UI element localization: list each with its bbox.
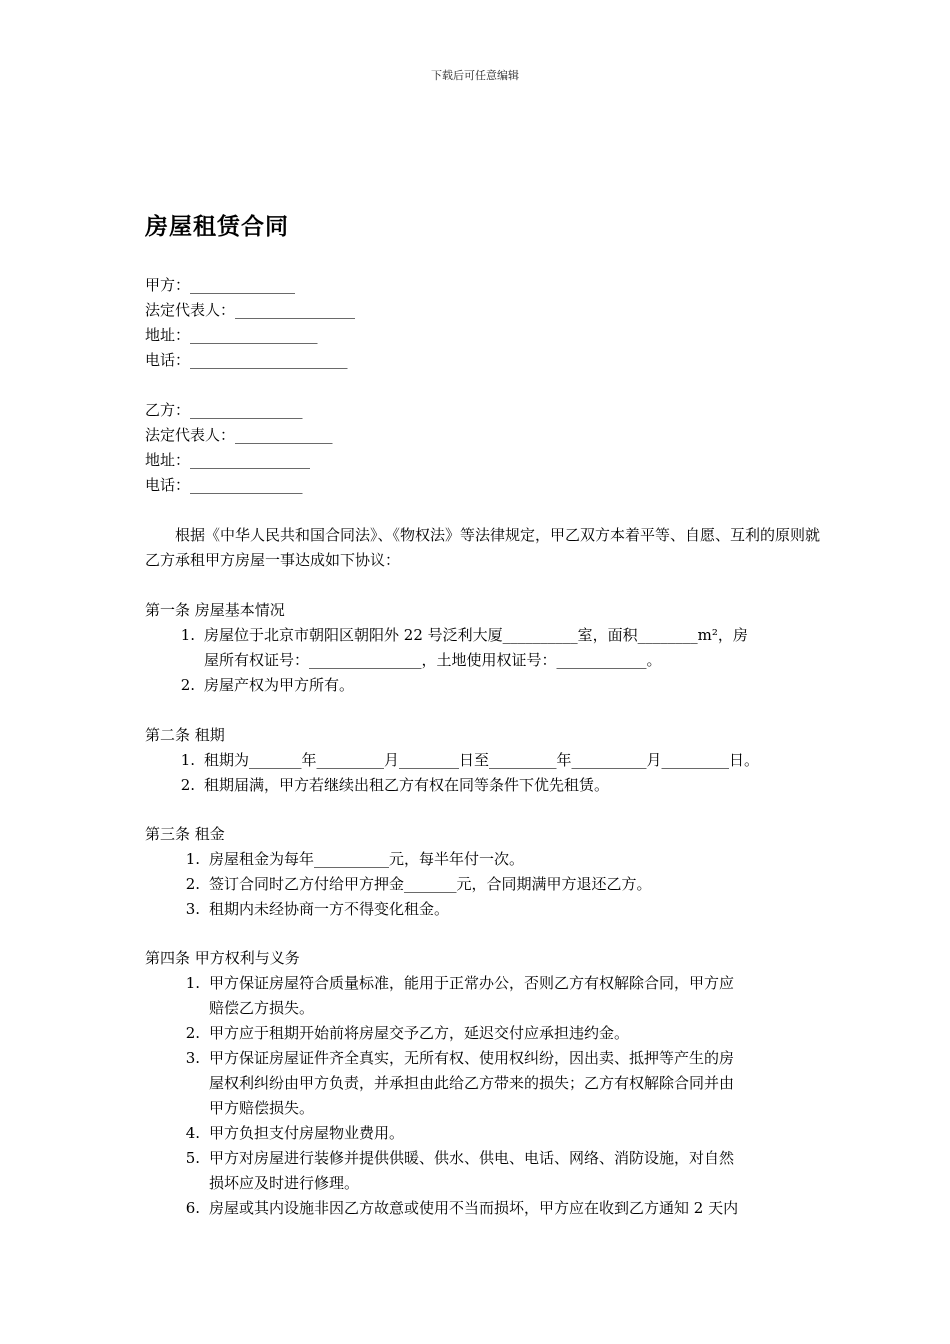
party-b-address: 地址：________________: [145, 451, 311, 469]
party-a-address: 地址：_________________: [145, 326, 318, 344]
item-text: 房屋或其内设施非因乙方故意或使用不当而损坏，甲方应在收到乙方通知 2 天内: [209, 1199, 739, 1217]
item-number: 1.: [180, 751, 195, 769]
item-number: 3.: [185, 1049, 200, 1067]
item-number: 1.: [180, 626, 195, 644]
item-text: 甲方负担支付房屋物业费用。: [209, 1124, 405, 1142]
item-text: 房屋位于北京市朝阳区朝阳外 22 号泛利大厦__________室，面积________m²，房: [204, 626, 748, 644]
item-text: 甲方保证房屋符合质量标准，能用于正常办公，否则乙方有权解除合同，甲方应: [209, 974, 735, 992]
item-text: 房屋产权为甲方所有。: [204, 676, 355, 694]
item-number: 2.: [185, 875, 200, 893]
section-heading: 第二条 租期: [145, 726, 225, 744]
item-text: 签订合同时乙方付给甲方押金_______元，合同期满甲方退还乙方。: [209, 875, 652, 893]
item-number: 6.: [185, 1199, 200, 1217]
item-text: 屋所有权证号：_______________，土地使用权证号：____________。: [204, 651, 662, 669]
item-text: 赔偿乙方损失。: [209, 999, 315, 1017]
item-number: 2.: [180, 676, 195, 694]
item-number: 1.: [185, 974, 200, 992]
item-text: 甲方对房屋进行装修并提供供暖、供水、供电、电话、网络、消防设施，对自然: [209, 1149, 735, 1167]
party-b-phone: 电话：_______________: [145, 476, 303, 494]
item-number: 2.: [180, 776, 195, 794]
item-text: 租期届满，甲方若继续出租乙方有权在同等条件下优先租赁。: [204, 776, 610, 794]
party-b-representative: 法定代表人：_____________: [145, 426, 333, 444]
item-number: 5.: [185, 1149, 200, 1167]
item-text: 损坏应及时进行修理。: [209, 1174, 360, 1192]
item-text: 租期内未经协商一方不得变化租金。: [209, 900, 450, 918]
item-text: 甲方保证房屋证件齐全真实，无所有权、使用权纠纷，因出卖、抵押等产生的房: [209, 1049, 735, 1067]
item-text: 甲方应于租期开始前将房屋交予乙方，延迟交付应承担违约金。: [209, 1024, 630, 1042]
party-a-phone: 电话：_____________________: [145, 351, 348, 369]
item-text: 房屋租金为每年__________元，每半年付一次。: [209, 850, 525, 868]
document-title: 房屋租赁合同: [145, 214, 289, 240]
header-note: 下载后可任意编辑: [431, 69, 519, 82]
party-a-name: 甲方：______________: [145, 276, 296, 294]
item-text: 甲方赔偿损失。: [209, 1099, 315, 1117]
party-b-name: 乙方：_______________: [145, 401, 303, 419]
item-text: 屋权利纠纷由甲方负责，并承担由此给乙方带来的损失；乙方有权解除合同并由: [209, 1074, 735, 1092]
item-number: 3.: [185, 900, 200, 918]
item-number: 4.: [185, 1124, 200, 1142]
section-heading: 第三条 租金: [145, 825, 225, 843]
item-number: 2.: [185, 1024, 200, 1042]
item-number: 1.: [185, 850, 200, 868]
item-text: 租期为_______年_________月________日至_________年__________月_________日。: [204, 751, 760, 769]
section-heading: 第四条 甲方权利与义务: [145, 949, 300, 967]
intro-paragraph: 根据《中华人民共和国合同法》、《物权法》等法律规定，甲乙双方本着平等、自愿、互利的原则就乙方承租甲方房屋一事达成如下协议：: [145, 526, 821, 569]
section-heading: 第一条 房屋基本情况: [145, 601, 285, 619]
party-a-representative: 法定代表人：________________: [145, 301, 356, 319]
